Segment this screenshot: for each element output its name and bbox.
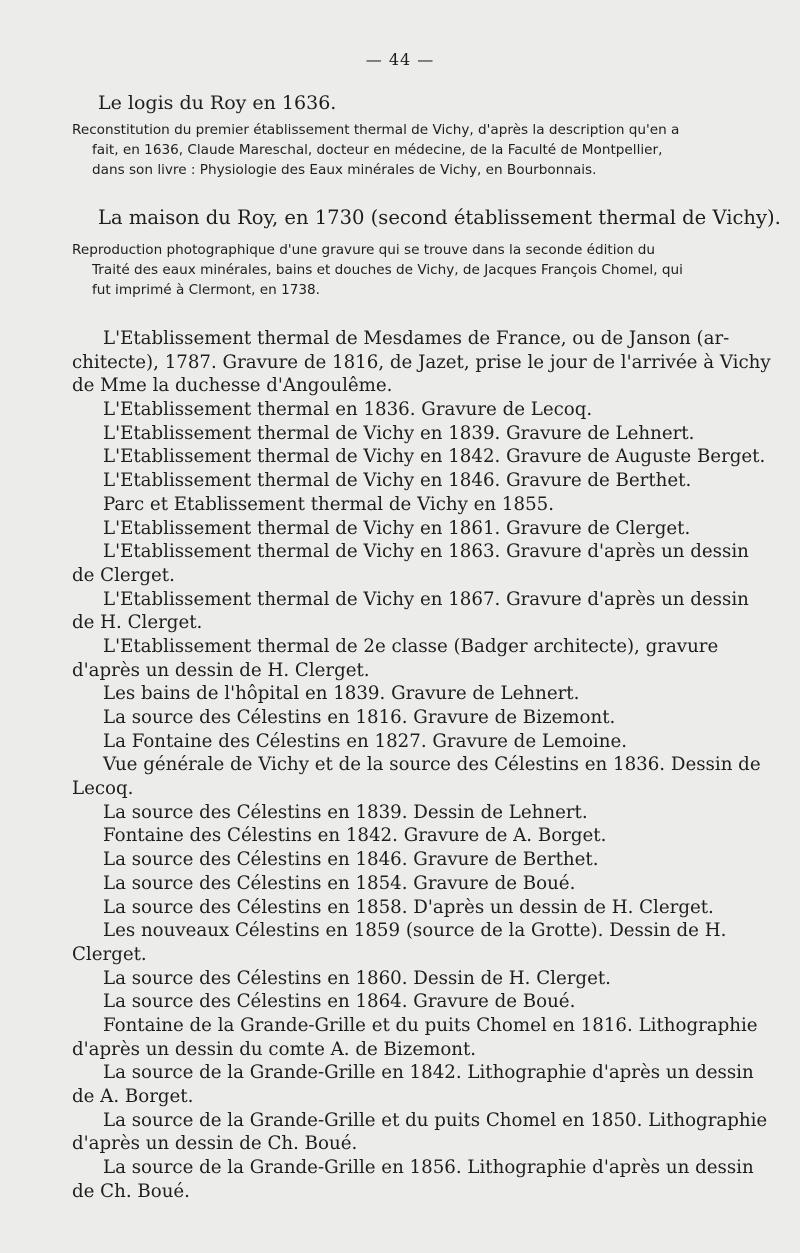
list-line: La source des Célestins en 1839. Dessin de Lehnert. <box>103 801 588 823</box>
list-line: d'après un dessin du comte A. de Bizemont. <box>72 1038 477 1060</box>
list-line: de A. Borget. <box>72 1086 194 1107</box>
list-line: d'après un dessin de H. Clerget. <box>72 659 370 681</box>
list-line: Fontaine de la Grande-Grille et du puits Chomel en 1816. Lithographie <box>103 1014 758 1036</box>
list-line: La source des Célestins en 1816. Gravure de Bizemont. <box>103 707 616 728</box>
list-line: La source de la Grande-Grille en 1842. Lithographie d'après un dessin <box>103 1062 754 1084</box>
list-line: La Fontaine des Célestins en 1827. Gravure de Lemoine. <box>103 730 627 752</box>
list-line: de H. Clerget. <box>72 612 203 634</box>
list-line: de Mme la duchesse d'Angoulême. <box>72 375 393 397</box>
list-line: L'Etablissement thermal de Vichy en 1861. Gravure de Clerget. <box>103 517 691 539</box>
caption-1-line: dans son livre : Physiologie des Eaux minérales de Vichy, en Bourbonnais. <box>92 162 597 178</box>
list-line: L'Etablissement thermal de Vichy en 1863. Gravure d'après un dessin <box>103 541 749 563</box>
list-line: La source des Célestins en 1858. D'après un dessin de H. Clerget. <box>103 896 714 918</box>
page-number: — 44 — <box>365 50 435 69</box>
list-line: La source des Célestins en 1846. Gravure de Berthet. <box>103 849 599 871</box>
caption-2-title: La maison du Roy, en 1730 (second établissement thermal de Vichy). <box>98 206 781 229</box>
list-line: de Clerget. <box>72 564 175 586</box>
caption-2-body <box>72 240 772 300</box>
list-line: La source de la Grande-Grille et du puits Chomel en 1850. Lithographie <box>103 1109 768 1131</box>
list-line: L'Etablissement thermal de Vichy en 1867. Gravure d'après un dessin <box>103 588 749 610</box>
list-line: Les nouveaux Célestins en 1859 (source de la Grotte). Dessin de H. <box>103 920 727 942</box>
list-line: La source des Célestins en 1854. Gravure de Boué. <box>103 872 576 894</box>
list-line: Lecoq. <box>72 778 134 800</box>
caption-1-line: Reconstitution du premier établissement thermal de Vichy, d'après la description qu'en a <box>72 122 680 138</box>
list-line: d'après un dessin de Ch. Boué. <box>72 1133 358 1155</box>
list-line: Clerget. <box>72 943 147 965</box>
list-line: L'Etablissement thermal de Vichy en 1839. Gravure de Lehnert. <box>103 422 695 444</box>
list-line: La source des Célestins en 1864. Gravure de Boué. <box>103 991 576 1013</box>
list-line: chitecte), 1787. Gravure de 1816, de Jazet, prise le jour de l'arrivée à Vichy <box>72 351 771 373</box>
list-line: L'Etablissement thermal de Mesdames de France, ou de Janson (ar- <box>103 328 730 349</box>
caption-1-body <box>72 120 772 180</box>
caption-1-title: Le logis du Roy en 1636. <box>98 92 337 114</box>
list-line: Vue générale de Vichy et de la source des Célestins en 1836. Dessin de <box>103 754 761 776</box>
list-line: de Ch. Boué. <box>72 1180 190 1202</box>
list-line: L'Etablissement thermal de Vichy en 1842. Gravure de Auguste Berget. <box>103 446 766 468</box>
caption-2-line: Traité des eaux minérales, bains et douches de Vichy, de Jacques François Chomel, qui <box>92 262 683 278</box>
illustration-list <box>72 327 772 1203</box>
list-line: La source de la Grande-Grille en 1856. Lithographie d'après un dessin <box>103 1157 754 1179</box>
caption-2-line: fut imprimé à Clermont, en 1738. <box>92 282 320 298</box>
list-line: Fontaine des Célestins en 1842. Gravure de A. Borget. <box>103 825 607 847</box>
list-line: L'Etablissement thermal en 1836. Gravure de Lecoq. <box>103 399 593 421</box>
list-line: Parc et Etablissement thermal de Vichy en 1855. <box>103 493 554 515</box>
list-line: L'Etablissement thermal de Vichy en 1846. Gravure de Berthet. <box>103 470 692 492</box>
list-line: L'Etablissement thermal de 2e classe (Badger architecte), gravure <box>103 635 719 657</box>
caption-1-line: fait, en 1636, Claude Mareschal, docteur en médecine, de la Faculté de Montpellier, <box>92 142 663 158</box>
list-line: Les bains de l'hôpital en 1839. Gravure de Lehnert. <box>103 683 580 705</box>
caption-2-line: Reproduction photographique d'une gravure qui se trouve dans la seconde édition du <box>72 242 656 258</box>
list-line: La source des Célestins en 1860. Dessin de H. Clerget. <box>103 967 611 989</box>
